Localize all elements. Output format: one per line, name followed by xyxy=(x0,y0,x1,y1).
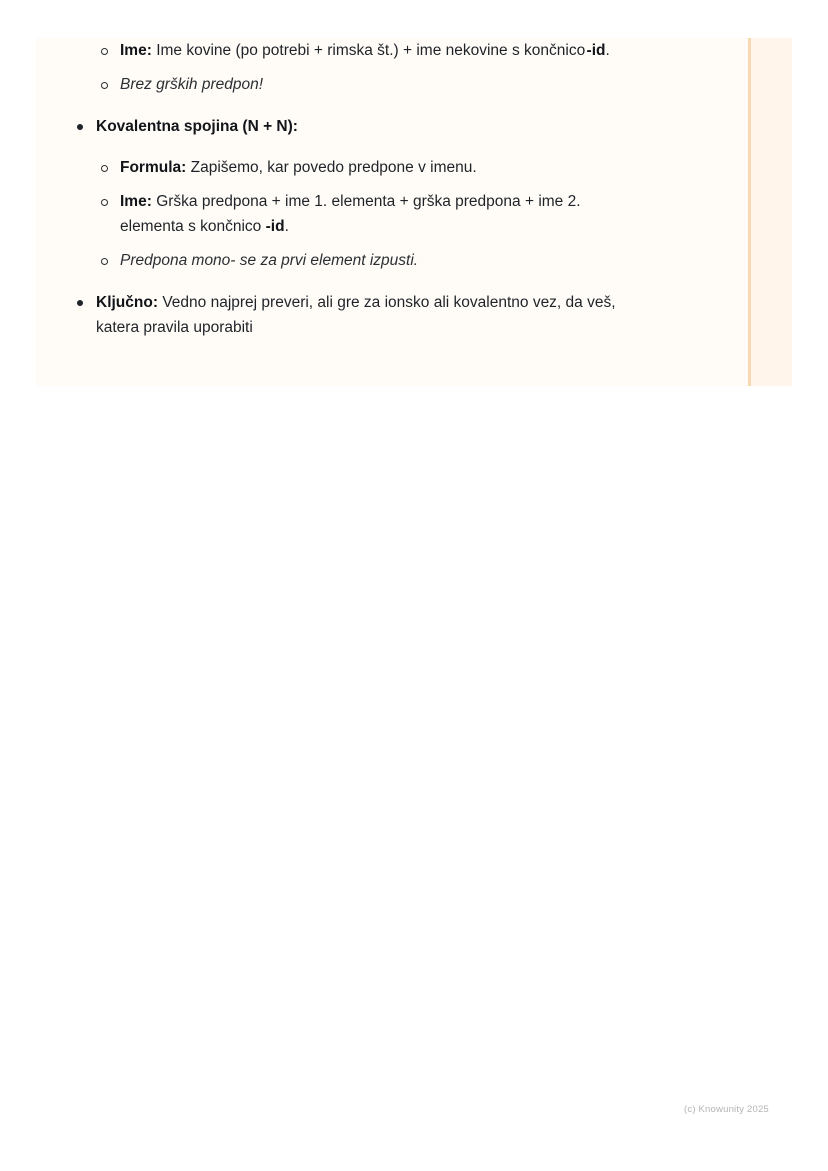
covalent-formula-label: Formula: xyxy=(120,159,187,176)
covalent-name-text-2: elementa s končnico xyxy=(120,218,262,235)
sub-bullet-icon xyxy=(101,258,108,265)
sub-bullet-icon xyxy=(101,165,108,172)
covalent-name-suffix: -id xyxy=(265,218,285,235)
sub-bullet-icon xyxy=(101,48,108,55)
ionic-name-label: Ime: xyxy=(120,42,152,59)
covalent-name-item-line-2 xyxy=(120,215,289,239)
key-item-line-2 xyxy=(96,316,253,340)
bullet-icon xyxy=(77,124,83,130)
key-text-1: Vedno najprej preveri, ali gre za ionsko ali kovalentno vez, da veš, xyxy=(162,294,616,311)
covalent-note-text: Predpona mono- se za prvi element izpusti. xyxy=(120,252,419,269)
covalent-heading-item xyxy=(96,115,298,139)
sub-bullet-icon xyxy=(101,199,108,206)
covalent-name-item-line-1 xyxy=(120,190,581,214)
ionic-note-text: Brez grških predpon! xyxy=(120,76,264,93)
ionic-name-suffix: -id xyxy=(586,42,606,59)
ionic-name-item xyxy=(120,39,610,63)
covalent-formula-text: Zapišemo, kar povedo predpone v imenu. xyxy=(190,159,477,176)
key-label: Ključno: xyxy=(96,294,158,311)
ionic-name-end: . xyxy=(605,42,610,59)
ionic-name-text: Ime kovine (po potrebi + rimska št.) + ime nekovine s končnico xyxy=(156,42,586,59)
covalent-name-end: . xyxy=(284,218,289,235)
key-item-line-1 xyxy=(96,291,616,315)
key-text-2: katera pravila uporabiti xyxy=(96,319,253,336)
covalent-name-label: Ime: xyxy=(120,193,152,210)
covalent-note-item xyxy=(120,249,418,273)
bullet-icon xyxy=(77,300,83,306)
covalent-formula-item xyxy=(120,156,477,180)
copyright-footer: (c) Knowunity 2025 xyxy=(684,1104,769,1115)
sub-bullet-icon xyxy=(101,82,108,89)
ionic-note-item xyxy=(120,73,263,97)
covalent-name-text-1: Grška predpona + ime 1. elementa + grška predpona + ime 2. xyxy=(156,193,581,210)
covalent-heading: Kovalentna spojina (N + N): xyxy=(96,118,298,135)
